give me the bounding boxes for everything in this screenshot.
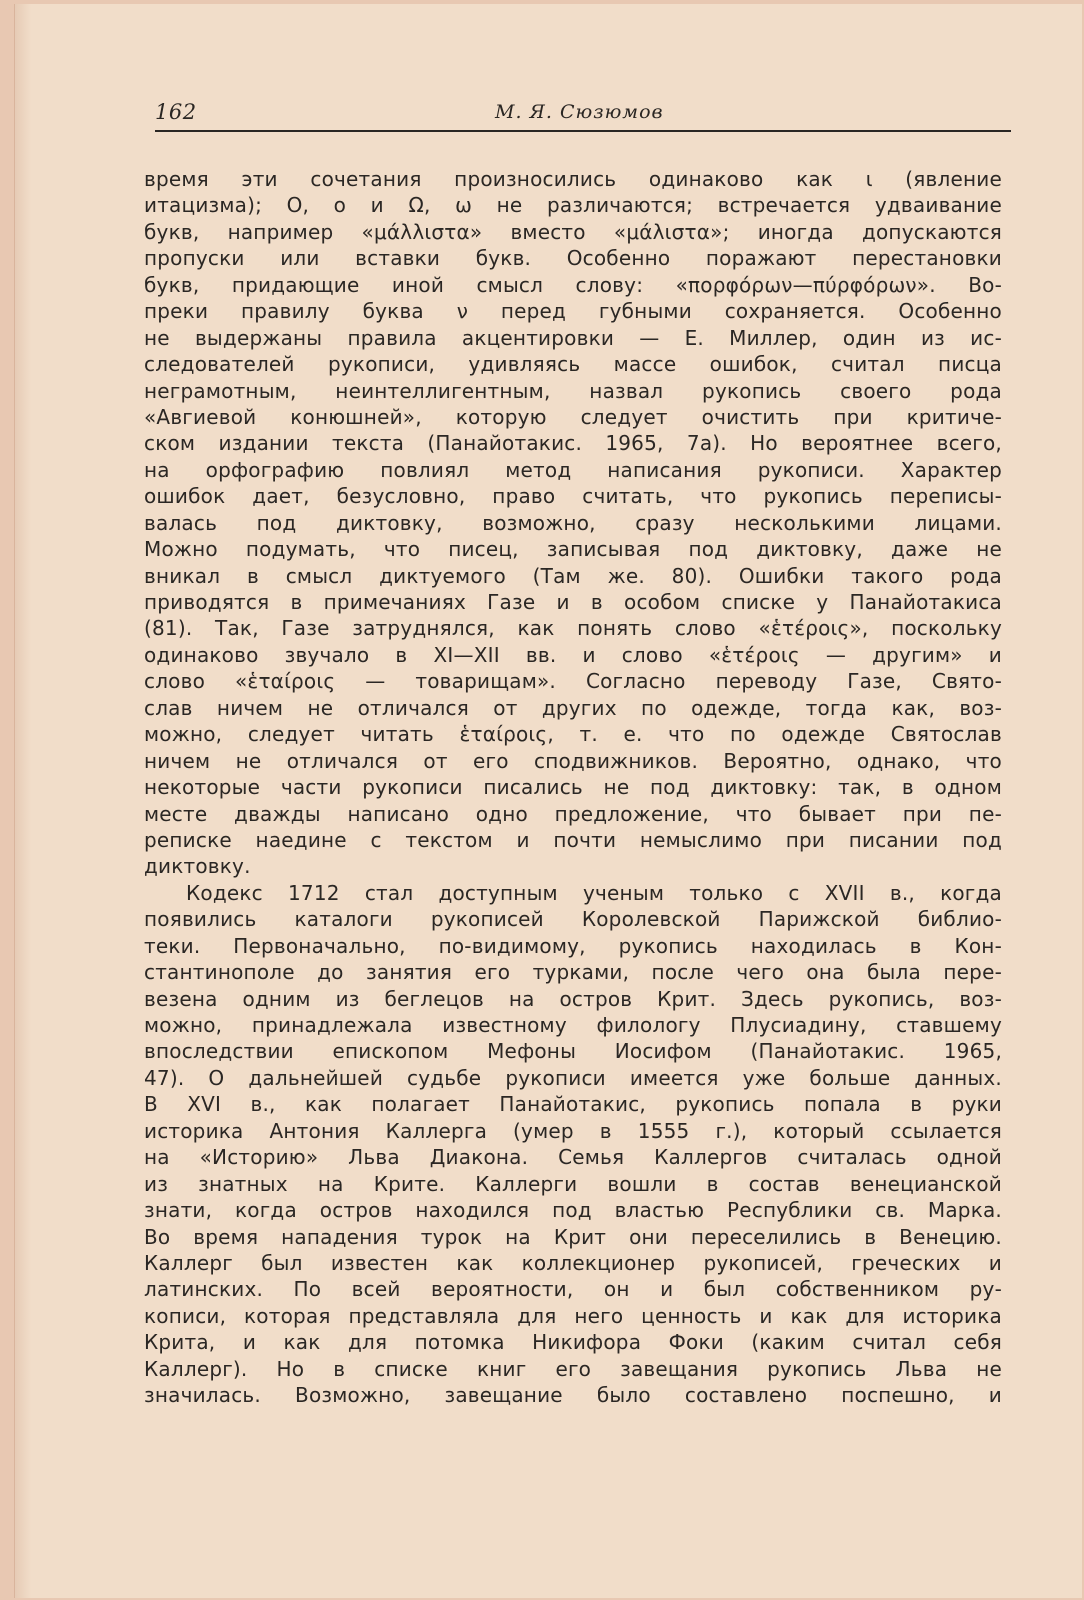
text-line: ничем не отличался от его сподвижников. Вероятно, однако, что [144,748,1002,773]
text-line: 47). О дальнейшей судьбе рукописи имеется уже больше данных. [144,1065,1002,1090]
text-line: Каллерг был известен как коллекционер рукописей, греческих и [144,1250,1002,1275]
text-line: латинских. По всей вероятности, он и был собственником ру- [144,1277,1002,1302]
text-line: букв, например «μάλλιστα» вместо «μάλιστα»; иногда допускаются [144,219,1002,244]
text-line: неграмотным, неинтеллигентным, назвал рукопись своего рода [144,378,1002,403]
text-line: вникал в смысл диктуемого (Там же. 80). Ошибки такого рода [144,563,1002,588]
text-line: время эти сочетания произносились одинаково как ι (явление [144,167,1002,191]
running-title: М. Я. Сюзюмов [495,101,664,123]
text-line: Во время нападения турок на Крит они переселились в Венецию. [144,1224,1002,1249]
text-line: приводятся в примечаниях Газе и в особом списке у Панайотакиса [144,590,1002,614]
text-line: слово «ἑταίροις — товарищам». Согласно переводу Газе, Свято- [144,669,1002,694]
text-line: Можно подумать, что писец, записывая под диктовку, даже не [144,537,1002,562]
paragraph-end-line: диктовку. [144,854,251,879]
text-line: Каллерг). Но в списке книг его завещания рукопись Льва не [144,1356,1002,1381]
text-line: итацизма); О, о и Ω, ω не различаются; встречается удваивание [144,193,1002,218]
text-line: Крита, и как для потомка Никифора Фоки (каким считал себя [144,1330,1002,1355]
text-line: историка Антония Каллерга (умер в 1555 г.), который ссылается [144,1118,1002,1143]
text-line: следователей рукописи, удивляясь массе ошибок, считал писца [144,352,1002,377]
text-line: ошибок дает, безусловно, право считать, что рукопись переписы- [144,484,1002,509]
text-line: не выдержаны правила акцентировки — Е. Миллер, один из ис- [144,325,1002,350]
text-line: месте дважды написано одно предложение, что бывает при пе- [144,801,1002,826]
text-line: пропуски или вставки букв. Особенно поражают перестановки [144,246,1002,271]
text-line: можно, принадлежала известному филологу Плусиадину, ставшему [144,1013,1002,1037]
text-line: впоследствии епископом Мефоны Иосифом (Панайотакис. 1965, [144,1039,1002,1064]
text-line: «Авгиевой конюшней», которую следует очистить при критиче- [144,404,1002,429]
paragraph-start-line: Кодекс 1712 стал доступным ученым только с XVII в., когда [186,880,1002,905]
text-line: слав ничем не отличался от других по одежде, тогда как, воз- [144,695,1002,720]
text-line: (81). Так, Газе затруднялся, как понять слово «ἑτέροις», поскольку [144,616,1002,641]
text-line: некоторые части рукописи писались не под диктовку: так, в одном [144,775,1002,800]
text-line: преки правилу буква ν перед губными сохраняется. Особенно [144,299,1002,324]
text-line: кописи, которая представляла для него ценность и как для историка [144,1303,1002,1328]
text-line: везена одним из беглецов на остров Крит. Здесь рукопись, воз- [144,986,1002,1011]
text-line: реписке наедине с текстом и почти немыслимо при писании под [144,827,1002,852]
text-line: значилась. Возможно, завещание было составлено поспешно, и [144,1383,1002,1408]
text-line: на «Историю» Льва Диакона. Семья Каллергов считалась одной [144,1145,1002,1170]
text-line: валась под диктовку, возможно, сразу несколькими лицами. [144,510,1002,535]
page-header [155,96,1011,132]
text-line: ском издании текста (Панайотакис. 1965, 7а). Но вероятнее всего, [144,431,1002,456]
text-line: из знатных на Крите. Каллерги вошли в состав венецианской [144,1171,1002,1196]
text-line: появились каталоги рукописей Королевской Парижской библио- [144,907,1002,932]
page-number: 162 [155,100,197,124]
text-line: на орфографию повлиял метод написания рукописи. Характер [144,457,1002,482]
text-line: знати, когда остров находился под властью Республики св. Марка. [144,1198,1002,1223]
body-text [144,166,1002,1409]
text-line: теки. Первоначально, по-видимому, рукопись находилась в Кон- [144,933,1002,958]
text-line: букв, придающие иной смысл слову: «πορφόρων—πύρφόρων». Во- [144,272,1002,297]
text-line: можно, следует читать ἑταίροις, т. е. что по одежде Святослав [144,722,1002,747]
text-line: В XVI в., как полагает Панайотакис, рукопись попала в руки [144,1092,1002,1117]
text-line: одинаково звучало в XI—XII вв. и слово «ἑτέροις — другим» и [144,642,1002,667]
text-line: стантинополе до занятия его турками, после чего она была пере- [144,960,1002,985]
